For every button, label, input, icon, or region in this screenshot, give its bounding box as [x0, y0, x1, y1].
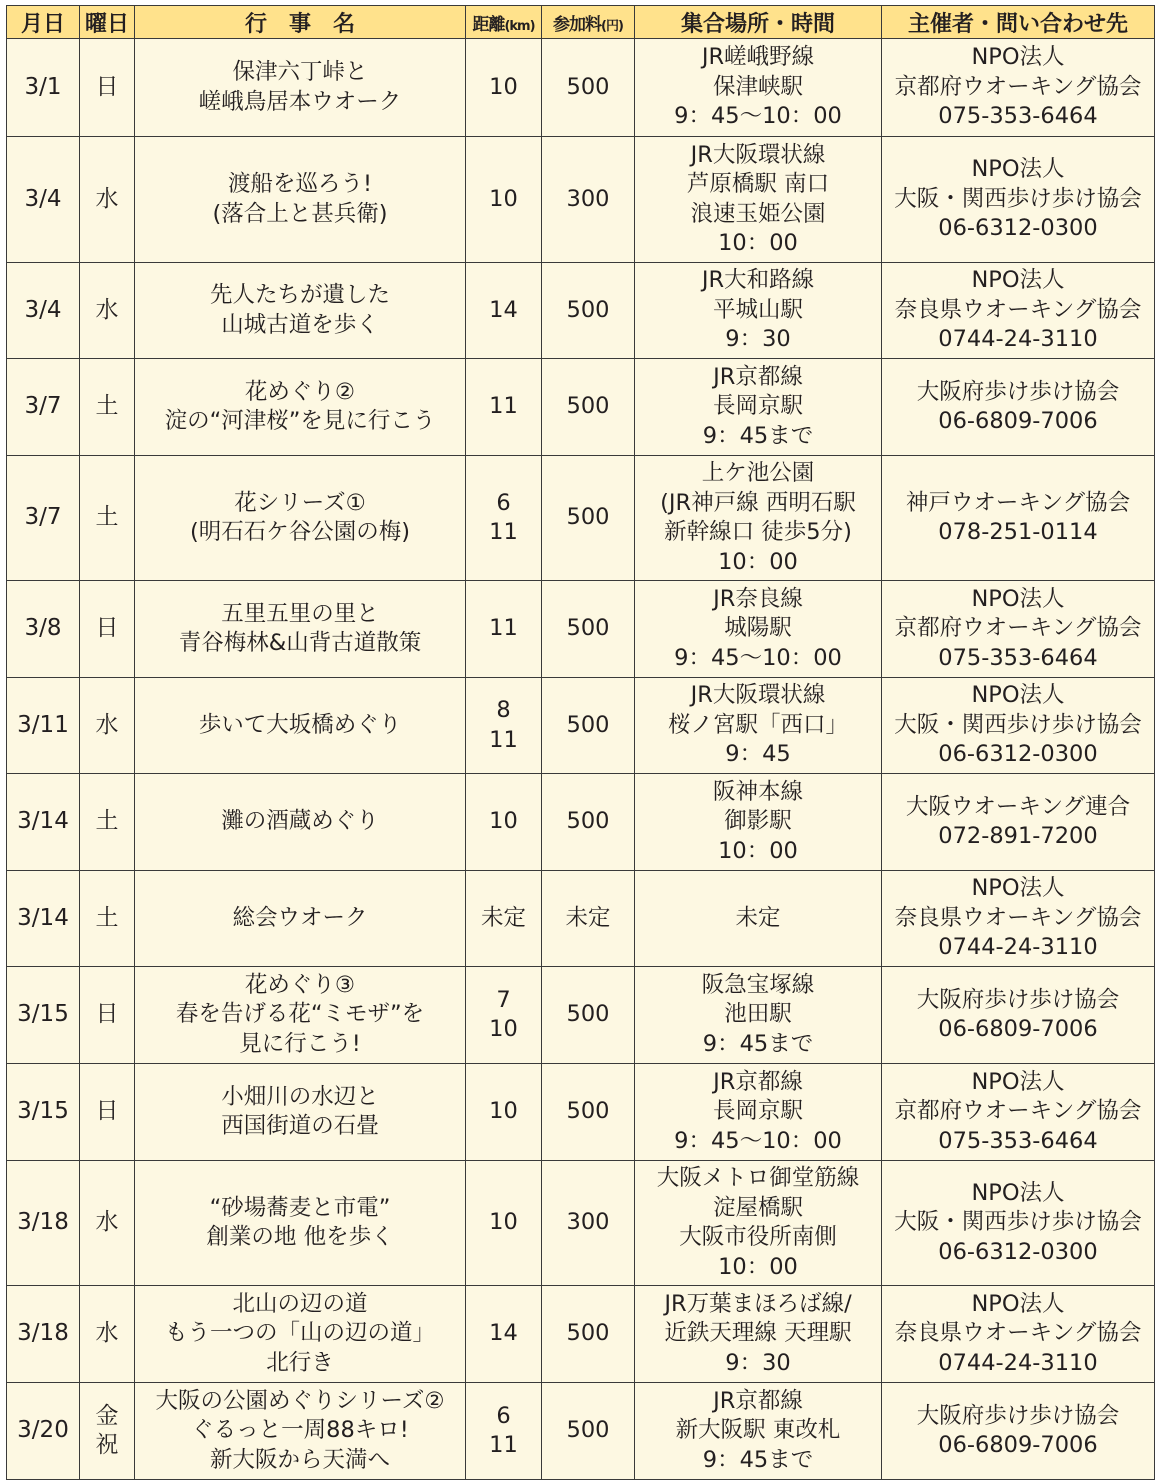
distance-cell-line: 8	[496, 697, 511, 723]
meeting-place-cell-line: 9：30	[725, 1349, 791, 1376]
event-name-cell	[135, 871, 466, 967]
meeting-place-cell	[635, 1383, 882, 1480]
date-cell: 3/1	[7, 39, 80, 137]
event-name-cell-line: 山城古道を歩く	[221, 311, 379, 338]
event-name-cell-line: 見に行こう!	[239, 1030, 361, 1057]
weekday-cell	[80, 359, 135, 456]
date-cell: 3/4	[7, 137, 80, 263]
date-cell: 3/15	[7, 967, 80, 1064]
event-name-cell-line: 先人たちが遺した	[209, 282, 390, 308]
distance-cell-line: 14	[489, 296, 518, 323]
fee-cell: 500	[542, 1383, 635, 1480]
distance-cell-line: 6	[496, 489, 511, 516]
weekday-cell-line: 土	[95, 504, 119, 531]
meeting-place-cell-line: 10：00	[718, 837, 798, 864]
fee-cell: 500	[542, 774, 635, 871]
weekday-cell-line: 日	[95, 1001, 119, 1028]
event-name-cell-line: 花めぐり②	[244, 378, 356, 405]
meeting-place-cell-line: 9：45まで	[702, 422, 814, 449]
fee-cell: 500	[542, 39, 635, 137]
meeting-place-cell-line: JR大阪環状線	[690, 141, 826, 168]
header-date: 月日	[7, 6, 80, 39]
meeting-place-cell-line: JR万葉まほろば線/	[664, 1290, 852, 1317]
event-name-cell-line: 灘の酒蔵めぐり	[221, 808, 379, 835]
event-name-cell-line: 花めぐり③	[244, 971, 356, 998]
meeting-place-cell-line: (JR神戸線 西明石駅	[660, 489, 856, 516]
weekday-cell	[80, 263, 135, 359]
fee-cell: 未定	[542, 871, 635, 967]
distance-cell	[466, 1161, 542, 1286]
organizer-cell	[882, 774, 1155, 871]
fee-cell: 500	[542, 263, 635, 359]
event-table-frame	[6, 5, 1155, 1480]
distance-cell	[466, 581, 542, 678]
distance-cell-line: 未定	[480, 904, 526, 931]
header-meeting-place: 集合場所・時間	[635, 6, 882, 39]
meeting-place-cell-line: 平城山駅	[712, 296, 803, 323]
meeting-place-cell-line: 9：45〜10：00	[674, 103, 842, 130]
organizer-cell-line: 大阪・関西歩け歩け協会	[894, 711, 1142, 738]
event-name-cell	[135, 774, 466, 871]
organizer-cell-line: 神戸ウオーキング協会	[905, 489, 1131, 516]
table-row	[7, 359, 1155, 456]
organizer-cell-line: 06-6809-7006	[938, 1432, 1098, 1458]
table-row	[7, 456, 1155, 581]
meeting-place-cell-line: 上ケ池公園	[701, 460, 815, 486]
distance-cell-line: 6	[496, 1402, 511, 1429]
meeting-place-cell	[635, 774, 882, 871]
fee-cell: 300	[542, 137, 635, 263]
weekday-cell-line: 水	[95, 296, 119, 323]
organizer-cell-line: NPO法人	[971, 1179, 1065, 1206]
meeting-place-cell-line: 阪神本線	[712, 778, 803, 805]
header-organizer: 主催者・問い合わせ先	[882, 6, 1155, 39]
weekday-cell-line: 金	[95, 1402, 119, 1429]
meeting-place-cell-line: 大阪メトロ御堂筋線	[656, 1165, 860, 1191]
weekday-cell-line: 土	[95, 808, 119, 835]
date-cell: 3/7	[7, 456, 80, 581]
organizer-cell-line: NPO法人	[971, 682, 1065, 709]
organizer-cell-line: NPO法人	[971, 44, 1065, 71]
weekday-cell	[80, 1383, 135, 1480]
walking-event-table	[6, 5, 1155, 1480]
organizer-cell-line: NPO法人	[971, 267, 1065, 294]
distance-cell	[466, 1064, 542, 1161]
organizer-cell-line: 奈良県ウオーキング協会	[894, 1320, 1142, 1347]
organizer-cell-line: 京都府ウオーキング協会	[894, 615, 1142, 642]
organizer-cell-line: 06-6809-7006	[938, 1016, 1098, 1042]
weekday-cell-line: 日	[95, 73, 119, 100]
organizer-cell	[882, 1383, 1155, 1480]
event-name-cell	[135, 1383, 466, 1480]
meeting-place-cell-line: 保津峡駅	[712, 73, 803, 100]
meeting-place-cell-line: 9：45〜10：00	[674, 1127, 842, 1154]
organizer-cell-line: 大阪ウオーキング連合	[905, 793, 1131, 820]
meeting-place-cell-line: 近鉄天理線 天理駅	[664, 1320, 852, 1347]
organizer-cell-line: 大阪府歩け歩け協会	[916, 986, 1120, 1013]
organizer-cell-line: NPO法人	[971, 1068, 1065, 1095]
organizer-cell	[882, 1064, 1155, 1161]
meeting-place-cell-line: 9：45〜10：00	[674, 644, 842, 671]
header-distance-unit: (km)	[504, 18, 535, 34]
table-row	[7, 137, 1155, 263]
weekday-cell	[80, 1286, 135, 1383]
organizer-cell	[882, 1161, 1155, 1286]
event-name-cell-line: ぐるっと一周88キロ!	[191, 1417, 409, 1444]
organizer-cell-line: 072-891-7200	[938, 823, 1098, 849]
event-name-cell	[135, 1064, 466, 1161]
fee-cell: 500	[542, 581, 635, 678]
header-fee-unit: (円)	[601, 18, 623, 34]
meeting-place-cell-line: 9：45まで	[702, 1446, 814, 1473]
table-row	[7, 581, 1155, 678]
fee-cell: 500	[542, 967, 635, 1064]
meeting-place-cell-line: 新幹線口 徒歩5分)	[664, 519, 852, 545]
distance-cell-line: 10	[489, 1098, 518, 1125]
event-name-cell	[135, 1161, 466, 1286]
date-cell: 3/18	[7, 1286, 80, 1383]
meeting-place-cell	[635, 1064, 882, 1161]
meeting-place-cell-line: 淀屋橋駅	[712, 1194, 803, 1221]
meeting-place-cell-line: 浪速玉姫公園	[690, 200, 826, 227]
fee-cell: 500	[542, 456, 635, 581]
table-row	[7, 774, 1155, 871]
date-cell: 3/8	[7, 581, 80, 678]
weekday-cell-line: 祝	[95, 1432, 119, 1458]
distance-cell-line: 11	[489, 615, 518, 642]
weekday-cell	[80, 581, 135, 678]
distance-cell	[466, 1286, 542, 1383]
meeting-place-cell-line: 城陽駅	[724, 615, 792, 642]
meeting-place-cell-line: JR京都線	[713, 1068, 803, 1095]
distance-cell-line: 11	[489, 1432, 518, 1458]
organizer-cell	[882, 967, 1155, 1064]
table-row	[7, 967, 1155, 1064]
weekday-cell	[80, 774, 135, 871]
meeting-place-cell-line: JR大和路線	[701, 267, 815, 294]
distance-cell-line: 10	[489, 73, 518, 100]
event-name-cell	[135, 967, 466, 1064]
distance-cell	[466, 39, 542, 137]
event-name-cell-line: 北行き	[266, 1349, 334, 1376]
event-name-cell	[135, 39, 466, 137]
event-name-cell-line: 青谷梅林&山背古道散策	[178, 630, 422, 656]
weekday-cell	[80, 967, 135, 1064]
organizer-cell	[882, 39, 1155, 137]
event-name-cell	[135, 137, 466, 263]
weekday-cell-line: 水	[95, 185, 119, 212]
event-name-cell-line: “砂場蕎麦と市電”	[209, 1194, 391, 1221]
meeting-place-cell-line: 芦原橋駅 南口	[686, 171, 830, 197]
weekday-cell	[80, 1161, 135, 1286]
meeting-place-cell-line: JR嵯峨野線	[701, 44, 815, 71]
weekday-cell-line: 土	[95, 904, 119, 931]
meeting-place-cell-line: 未定	[735, 904, 781, 931]
meeting-place-cell-line: 阪急宝塚線	[701, 971, 815, 998]
event-name-cell-line: 小畑川の水辺と	[221, 1083, 379, 1110]
event-name-cell-line: 春を告げる花“ミモザ”を	[175, 1001, 425, 1028]
date-cell: 3/15	[7, 1064, 80, 1161]
table-row	[7, 1383, 1155, 1480]
distance-cell-line: 10	[489, 1209, 518, 1236]
organizer-cell-line: 06-6809-7006	[938, 408, 1098, 434]
event-rows	[7, 39, 1155, 1480]
meeting-place-cell	[635, 967, 882, 1064]
weekday-cell	[80, 456, 135, 581]
header-distance-label: 距離	[472, 14, 505, 35]
distance-cell-line: 11	[489, 393, 518, 420]
meeting-place-cell-line: 御影駅	[724, 808, 792, 835]
distance-cell	[466, 137, 542, 263]
date-cell: 3/18	[7, 1161, 80, 1286]
organizer-cell-line: 大阪・関西歩け歩け協会	[894, 1209, 1142, 1236]
event-name-cell-line: 淀の“河津桜”を見に行こう	[164, 408, 436, 434]
organizer-cell-line: 075-353-6464	[938, 103, 1098, 130]
meeting-place-cell	[635, 456, 882, 581]
organizer-cell-line: 京都府ウオーキング協会	[894, 1098, 1142, 1125]
meeting-place-cell	[635, 359, 882, 456]
weekday-cell-line: 水	[95, 1209, 119, 1236]
meeting-place-cell-line: JR京都線	[713, 1387, 803, 1414]
header-row	[7, 6, 1155, 39]
date-cell: 3/20	[7, 1383, 80, 1480]
meeting-place-cell-line: 10：00	[718, 230, 798, 256]
fee-cell: 500	[542, 1064, 635, 1161]
organizer-cell-line: 奈良県ウオーキング協会	[894, 904, 1142, 931]
organizer-cell-line: 奈良県ウオーキング協会	[894, 296, 1142, 323]
event-name-cell-line: (落合上と甚兵衛)	[212, 200, 388, 227]
distance-cell	[466, 263, 542, 359]
header-dow: 曜日	[80, 6, 135, 39]
meeting-place-cell-line: JR奈良線	[713, 585, 803, 612]
distance-cell-line: 10	[489, 185, 518, 212]
distance-cell	[466, 678, 542, 774]
event-name-cell-line: 花シリーズ①	[234, 489, 366, 516]
fee-cell: 300	[542, 1161, 635, 1286]
event-name-cell-line: (明石石ケ谷公園の梅)	[189, 519, 411, 545]
distance-cell	[466, 456, 542, 581]
meeting-place-cell-line: 大阪市役所南側	[679, 1224, 837, 1250]
organizer-cell	[882, 263, 1155, 359]
meeting-place-cell-line: 長岡京駅	[712, 393, 803, 420]
meeting-place-cell-line: JR京都線	[713, 363, 803, 390]
distance-cell-line: 10	[489, 1016, 518, 1042]
date-cell: 3/14	[7, 871, 80, 967]
organizer-cell-line: 06-6312-0300	[938, 1238, 1098, 1265]
organizer-cell-line: NPO法人	[971, 156, 1065, 183]
header-distance	[466, 6, 542, 39]
weekday-cell-line: 水	[95, 711, 119, 738]
event-name-cell	[135, 581, 466, 678]
organizer-cell-line: NPO法人	[971, 1290, 1065, 1317]
distance-cell	[466, 1383, 542, 1480]
meeting-place-cell	[635, 263, 882, 359]
organizer-cell-line: 075-353-6464	[938, 644, 1098, 671]
date-cell: 3/11	[7, 678, 80, 774]
meeting-place-cell	[635, 581, 882, 678]
organizer-cell	[882, 456, 1155, 581]
weekday-cell	[80, 678, 135, 774]
event-name-cell-line: 新大阪から天満へ	[209, 1446, 390, 1473]
organizer-cell-line: 0744-24-3110	[938, 326, 1098, 353]
meeting-place-cell-line: 池田駅	[724, 1001, 792, 1028]
event-name-cell-line: 保津六丁峠と	[232, 59, 368, 85]
organizer-cell	[882, 871, 1155, 967]
organizer-cell-line: 0744-24-3110	[938, 1349, 1098, 1376]
organizer-cell-line: 06-6312-0300	[938, 215, 1098, 242]
distance-cell	[466, 359, 542, 456]
organizer-cell-line: NPO法人	[971, 585, 1065, 612]
organizer-cell-line: 大阪府歩け歩け協会	[916, 1402, 1120, 1429]
event-name-cell	[135, 678, 466, 774]
organizer-cell-line: 京都府ウオーキング協会	[894, 73, 1142, 100]
meeting-place-cell	[635, 871, 882, 967]
meeting-place-cell	[635, 137, 882, 263]
table-row	[7, 1064, 1155, 1161]
meeting-place-cell	[635, 678, 882, 774]
weekday-cell-line: 水	[95, 1320, 119, 1347]
organizer-cell	[882, 359, 1155, 456]
fee-cell: 500	[542, 359, 635, 456]
meeting-place-cell	[635, 1286, 882, 1383]
date-cell: 3/4	[7, 263, 80, 359]
meeting-place-cell-line: 新大阪駅 東改札	[675, 1417, 841, 1444]
date-cell: 3/14	[7, 774, 80, 871]
event-name-cell-line: 創業の地 他を歩く	[206, 1224, 394, 1250]
meeting-place-cell-line: JR大阪環状線	[690, 682, 826, 709]
header-fee	[542, 6, 635, 39]
date-cell: 3/7	[7, 359, 80, 456]
table-row	[7, 263, 1155, 359]
weekday-cell-line: 日	[95, 615, 119, 642]
header-event-name: 行事名	[135, 6, 466, 39]
meeting-place-cell-line: 長岡京駅	[712, 1098, 803, 1125]
fee-cell: 500	[542, 1286, 635, 1383]
event-name-cell-line: 西国街道の石畳	[221, 1113, 379, 1139]
weekday-cell-line: 日	[95, 1098, 119, 1125]
event-name-cell-line: 大阪の公園めぐりシリーズ②	[155, 1387, 445, 1414]
organizer-cell	[882, 137, 1155, 263]
event-name-cell-line: 嵯峨鳥居本ウオーク	[198, 88, 402, 115]
distance-cell-line: 11	[489, 726, 518, 753]
organizer-cell-line: 075-353-6464	[938, 1127, 1098, 1154]
table-row	[7, 871, 1155, 967]
weekday-cell	[80, 137, 135, 263]
organizer-cell	[882, 581, 1155, 678]
weekday-cell	[80, 39, 135, 137]
header-fee-label: 参加料	[553, 14, 602, 35]
organizer-cell-line: 大阪・関西歩け歩け協会	[894, 185, 1142, 212]
organizer-cell-line: NPO法人	[971, 875, 1065, 902]
event-name-cell-line: もう一つの「山の辺の道」	[164, 1320, 435, 1347]
meeting-place-cell	[635, 39, 882, 137]
organizer-cell-line: 078-251-0114	[938, 519, 1098, 545]
table-row	[7, 39, 1155, 137]
distance-cell	[466, 871, 542, 967]
meeting-place-cell-line: 9：45	[725, 741, 791, 768]
table-row	[7, 1161, 1155, 1286]
fee-cell: 500	[542, 678, 635, 774]
table-row	[7, 678, 1155, 774]
meeting-place-cell-line: 10：00	[718, 548, 798, 575]
distance-cell-line: 11	[489, 519, 518, 545]
distance-cell-line: 14	[489, 1320, 518, 1347]
organizer-cell	[882, 1286, 1155, 1383]
event-name-cell-line: 歩いて大坂橋めぐり	[198, 711, 402, 738]
table-row	[7, 1286, 1155, 1383]
event-name-cell-line: 渡船を巡ろう!	[227, 171, 373, 197]
event-name-cell	[135, 456, 466, 581]
weekday-cell	[80, 1064, 135, 1161]
distance-cell	[466, 774, 542, 871]
distance-cell	[466, 967, 542, 1064]
event-name-cell-line: 五里五里の里と	[221, 600, 379, 627]
organizer-cell	[882, 678, 1155, 774]
meeting-place-cell-line: 10：00	[718, 1253, 798, 1280]
distance-cell-line: 7	[496, 986, 511, 1013]
weekday-cell	[80, 871, 135, 967]
meeting-place-cell-line: 9：30	[725, 326, 791, 353]
event-name-cell	[135, 1286, 466, 1383]
event-name-cell-line: 総会ウオーク	[232, 904, 368, 931]
meeting-place-cell-line: 9：45まで	[702, 1030, 814, 1057]
distance-cell-line: 10	[489, 808, 518, 835]
organizer-cell-line: 06-6312-0300	[938, 741, 1098, 768]
organizer-cell-line: 大阪府歩け歩け協会	[916, 378, 1120, 405]
event-name-cell	[135, 263, 466, 359]
meeting-place-cell-line: 桜ノ宮駅「西口」	[667, 711, 848, 738]
event-name-cell-line: 北山の辺の道	[232, 1290, 368, 1317]
organizer-cell-line: 0744-24-3110	[938, 934, 1098, 961]
meeting-place-cell	[635, 1161, 882, 1286]
weekday-cell-line: 土	[95, 393, 119, 420]
event-name-cell	[135, 359, 466, 456]
